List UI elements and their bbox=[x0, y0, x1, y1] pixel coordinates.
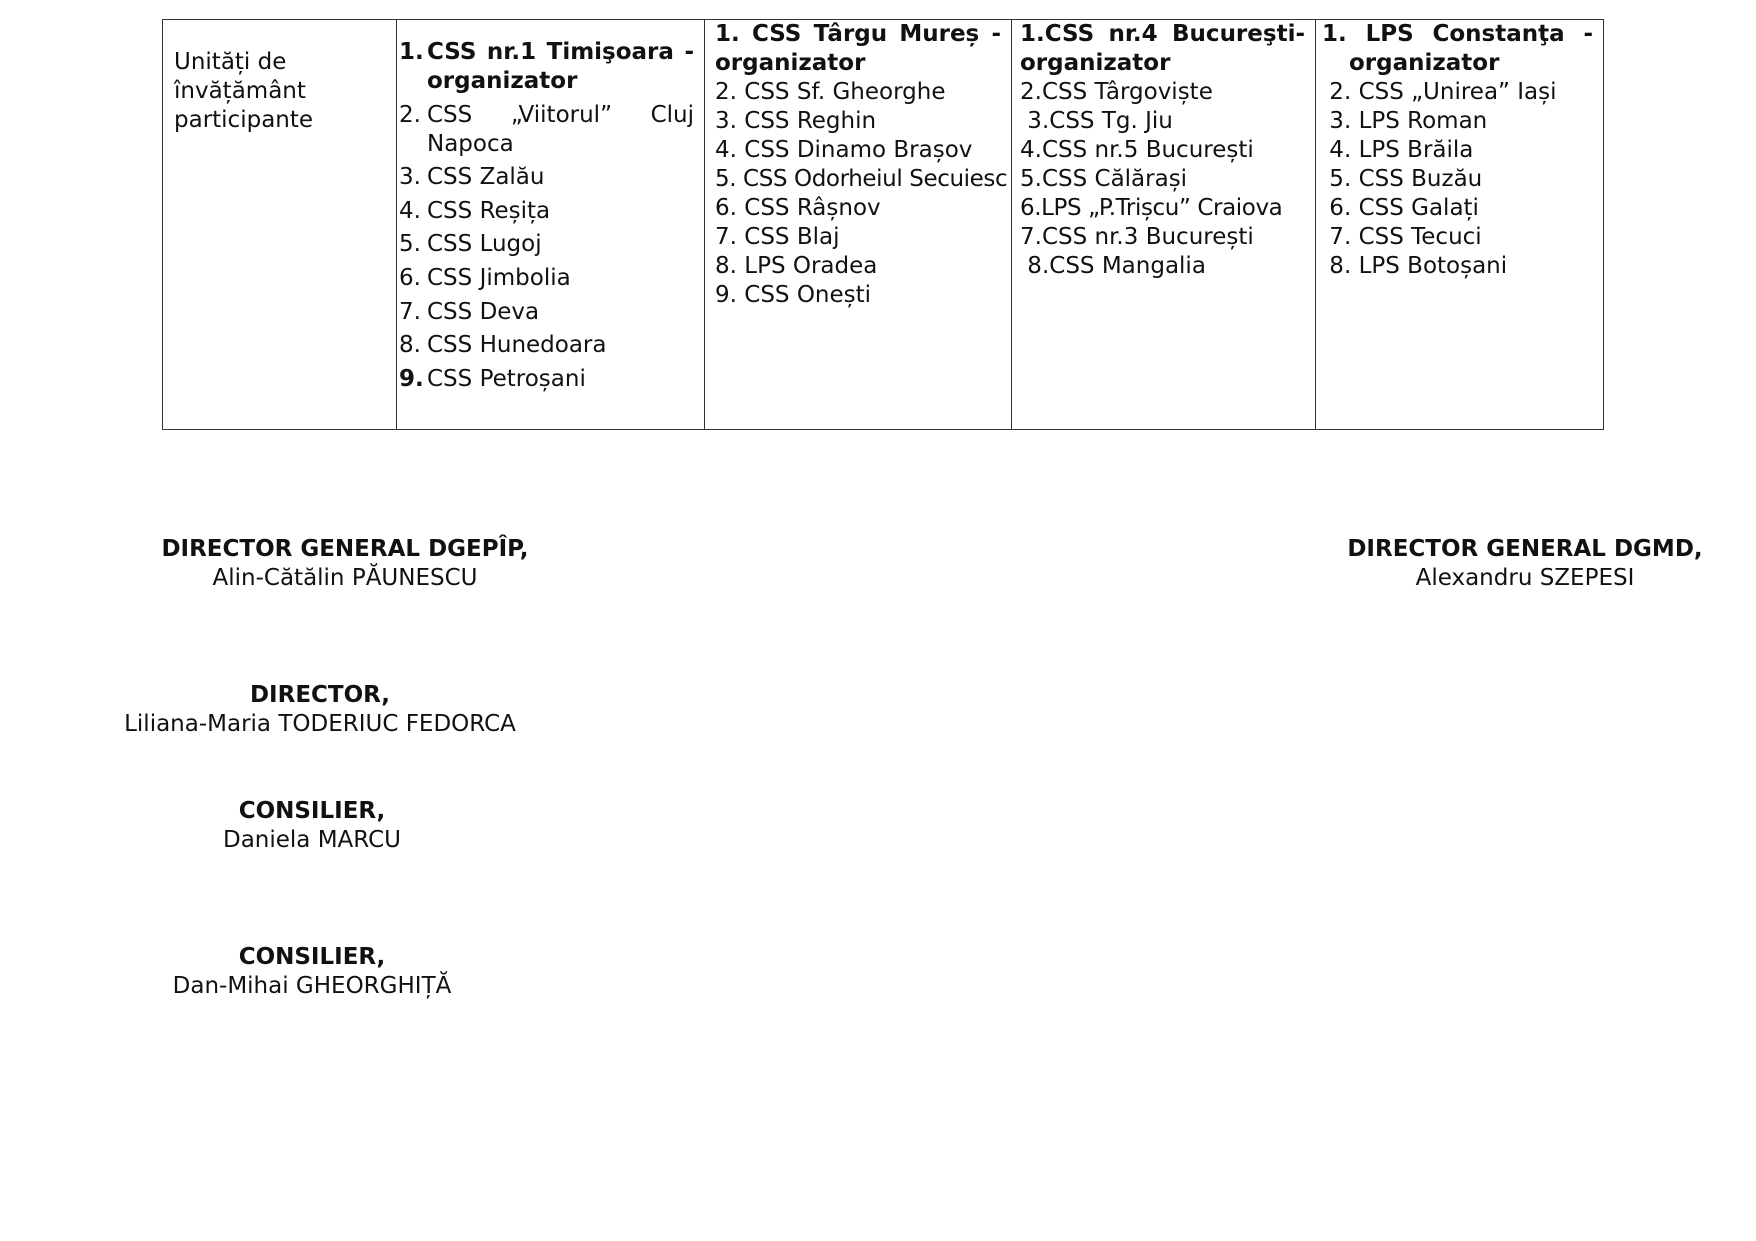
signature-name: Alexandru SZEPESI bbox=[1415, 565, 1635, 591]
list-item: 9. CSS Onești bbox=[715, 282, 872, 308]
list-item bbox=[399, 365, 694, 394]
organizer-label: organizator bbox=[1349, 50, 1500, 76]
item-text: CSS Deva bbox=[427, 298, 540, 325]
list-item bbox=[399, 331, 694, 360]
constanta-group-cell bbox=[1315, 20, 1603, 429]
list-item: 4.CSS nr.5 București bbox=[1020, 137, 1254, 163]
row-label-cell bbox=[163, 20, 396, 429]
timisoara-group-cell bbox=[396, 20, 704, 429]
item-number: 3. bbox=[399, 164, 421, 191]
list-item: 2.CSS Târgoviște bbox=[1020, 79, 1213, 105]
organizer-label: organizator bbox=[715, 50, 866, 76]
row-label-line: învățământ bbox=[174, 78, 306, 104]
item-text: CSS Zalău bbox=[427, 164, 545, 191]
list-item: 5. CSS Odorheiul Secuiesc bbox=[715, 166, 1008, 192]
list-item: 4. CSS Dinamo Brașov bbox=[715, 137, 973, 163]
item-text: CSS Petroșani bbox=[427, 365, 586, 392]
list-item: 7.CSS nr.3 București bbox=[1020, 224, 1254, 250]
list-item: 8. LPS Botoșani bbox=[1322, 253, 1508, 279]
item-number: 7. bbox=[399, 298, 421, 325]
item-text: CSS Hunedoara bbox=[427, 332, 607, 359]
item-text: CSS nr.1 Timişoara - organizator bbox=[427, 39, 694, 94]
list-item: 2. CSS „Unirea” Iași bbox=[1322, 79, 1557, 105]
list-item: 3. CSS Reghin bbox=[715, 108, 877, 134]
item-number: 9. bbox=[399, 365, 424, 392]
list-item: 8.CSS Mangalia bbox=[1020, 253, 1206, 279]
signature-name: Liliana-Maria TODERIUC FEDORCA bbox=[124, 711, 516, 737]
list-item: 6.LPS „P.Trișcu” Craiova bbox=[1020, 195, 1283, 221]
list-item: 7. CSS Blaj bbox=[715, 224, 840, 250]
item-number: 4. bbox=[399, 197, 421, 224]
group-organizer: 1. LPS Constanţa - bbox=[1322, 21, 1593, 47]
list-item: 4. LPS Brăila bbox=[1322, 137, 1474, 163]
list-item: 2. CSS Sf. Gheorghe bbox=[715, 79, 946, 105]
list-item bbox=[399, 197, 694, 226]
participants-table bbox=[162, 19, 1604, 430]
signature-block-dgmd bbox=[1340, 535, 1710, 593]
item-number: 8. bbox=[399, 332, 421, 359]
signature-block-dgepip bbox=[160, 535, 530, 593]
signature-block-consilier-2 bbox=[162, 943, 462, 1001]
group-organizer: 1.CSS nr.4 Bucureşti- bbox=[1020, 21, 1305, 47]
list-item bbox=[399, 298, 694, 327]
item-number: 5. bbox=[399, 231, 421, 258]
signature-role: DIRECTOR, bbox=[249, 682, 391, 708]
signature-role: CONSILIER, bbox=[238, 944, 386, 970]
list-item: 6. CSS Râșnov bbox=[715, 195, 881, 221]
signature-block-consilier-1 bbox=[162, 797, 462, 855]
list-item bbox=[399, 230, 694, 259]
item-number: 6. bbox=[399, 264, 421, 291]
row-label-line: participante bbox=[174, 107, 314, 133]
signature-block-director bbox=[120, 681, 520, 739]
list-item bbox=[399, 101, 694, 159]
bucuresti-group-cell bbox=[1011, 20, 1315, 429]
signature-name: Dan-Mihai GHEORGHIȚĂ bbox=[172, 973, 452, 999]
item-number: 2. bbox=[399, 101, 421, 128]
list-item: 3. LPS Roman bbox=[1322, 108, 1488, 134]
list-item: 8. LPS Oradea bbox=[715, 253, 878, 279]
signature-name: Alin-Cătălin PĂUNESCU bbox=[212, 565, 478, 591]
signature-role: DIRECTOR GENERAL DGMD, bbox=[1347, 536, 1703, 562]
list-item bbox=[399, 38, 694, 96]
item-text: CSS Lugoj bbox=[427, 231, 542, 258]
list-item: 5. CSS Buzău bbox=[1322, 166, 1483, 192]
list-item: 5.CSS Călărași bbox=[1020, 166, 1188, 192]
item-text: CSS „Viitorul” Cluj Napoca bbox=[427, 101, 694, 157]
organizer-label: organizator bbox=[1020, 50, 1171, 76]
list-item: 7. CSS Tecuci bbox=[1322, 224, 1482, 250]
group-organizer: 1. CSS Târgu Mureș - bbox=[715, 21, 1001, 47]
list-item: 6. CSS Galați bbox=[1322, 195, 1479, 221]
item-number: 1. bbox=[399, 39, 424, 65]
list-item bbox=[399, 264, 694, 293]
item-text: CSS Jimbolia bbox=[427, 264, 571, 291]
list-item bbox=[399, 163, 694, 192]
signature-role: CONSILIER, bbox=[238, 798, 386, 824]
list-item: 3.CSS Tg. Jiu bbox=[1020, 108, 1173, 134]
row-label-line: Unități de bbox=[174, 49, 287, 75]
targu-mures-group-cell bbox=[704, 20, 1011, 429]
signature-role: DIRECTOR GENERAL DGEPÎP, bbox=[161, 536, 529, 562]
item-text: CSS Reșița bbox=[427, 197, 551, 224]
signature-name: Daniela MARCU bbox=[222, 827, 402, 853]
